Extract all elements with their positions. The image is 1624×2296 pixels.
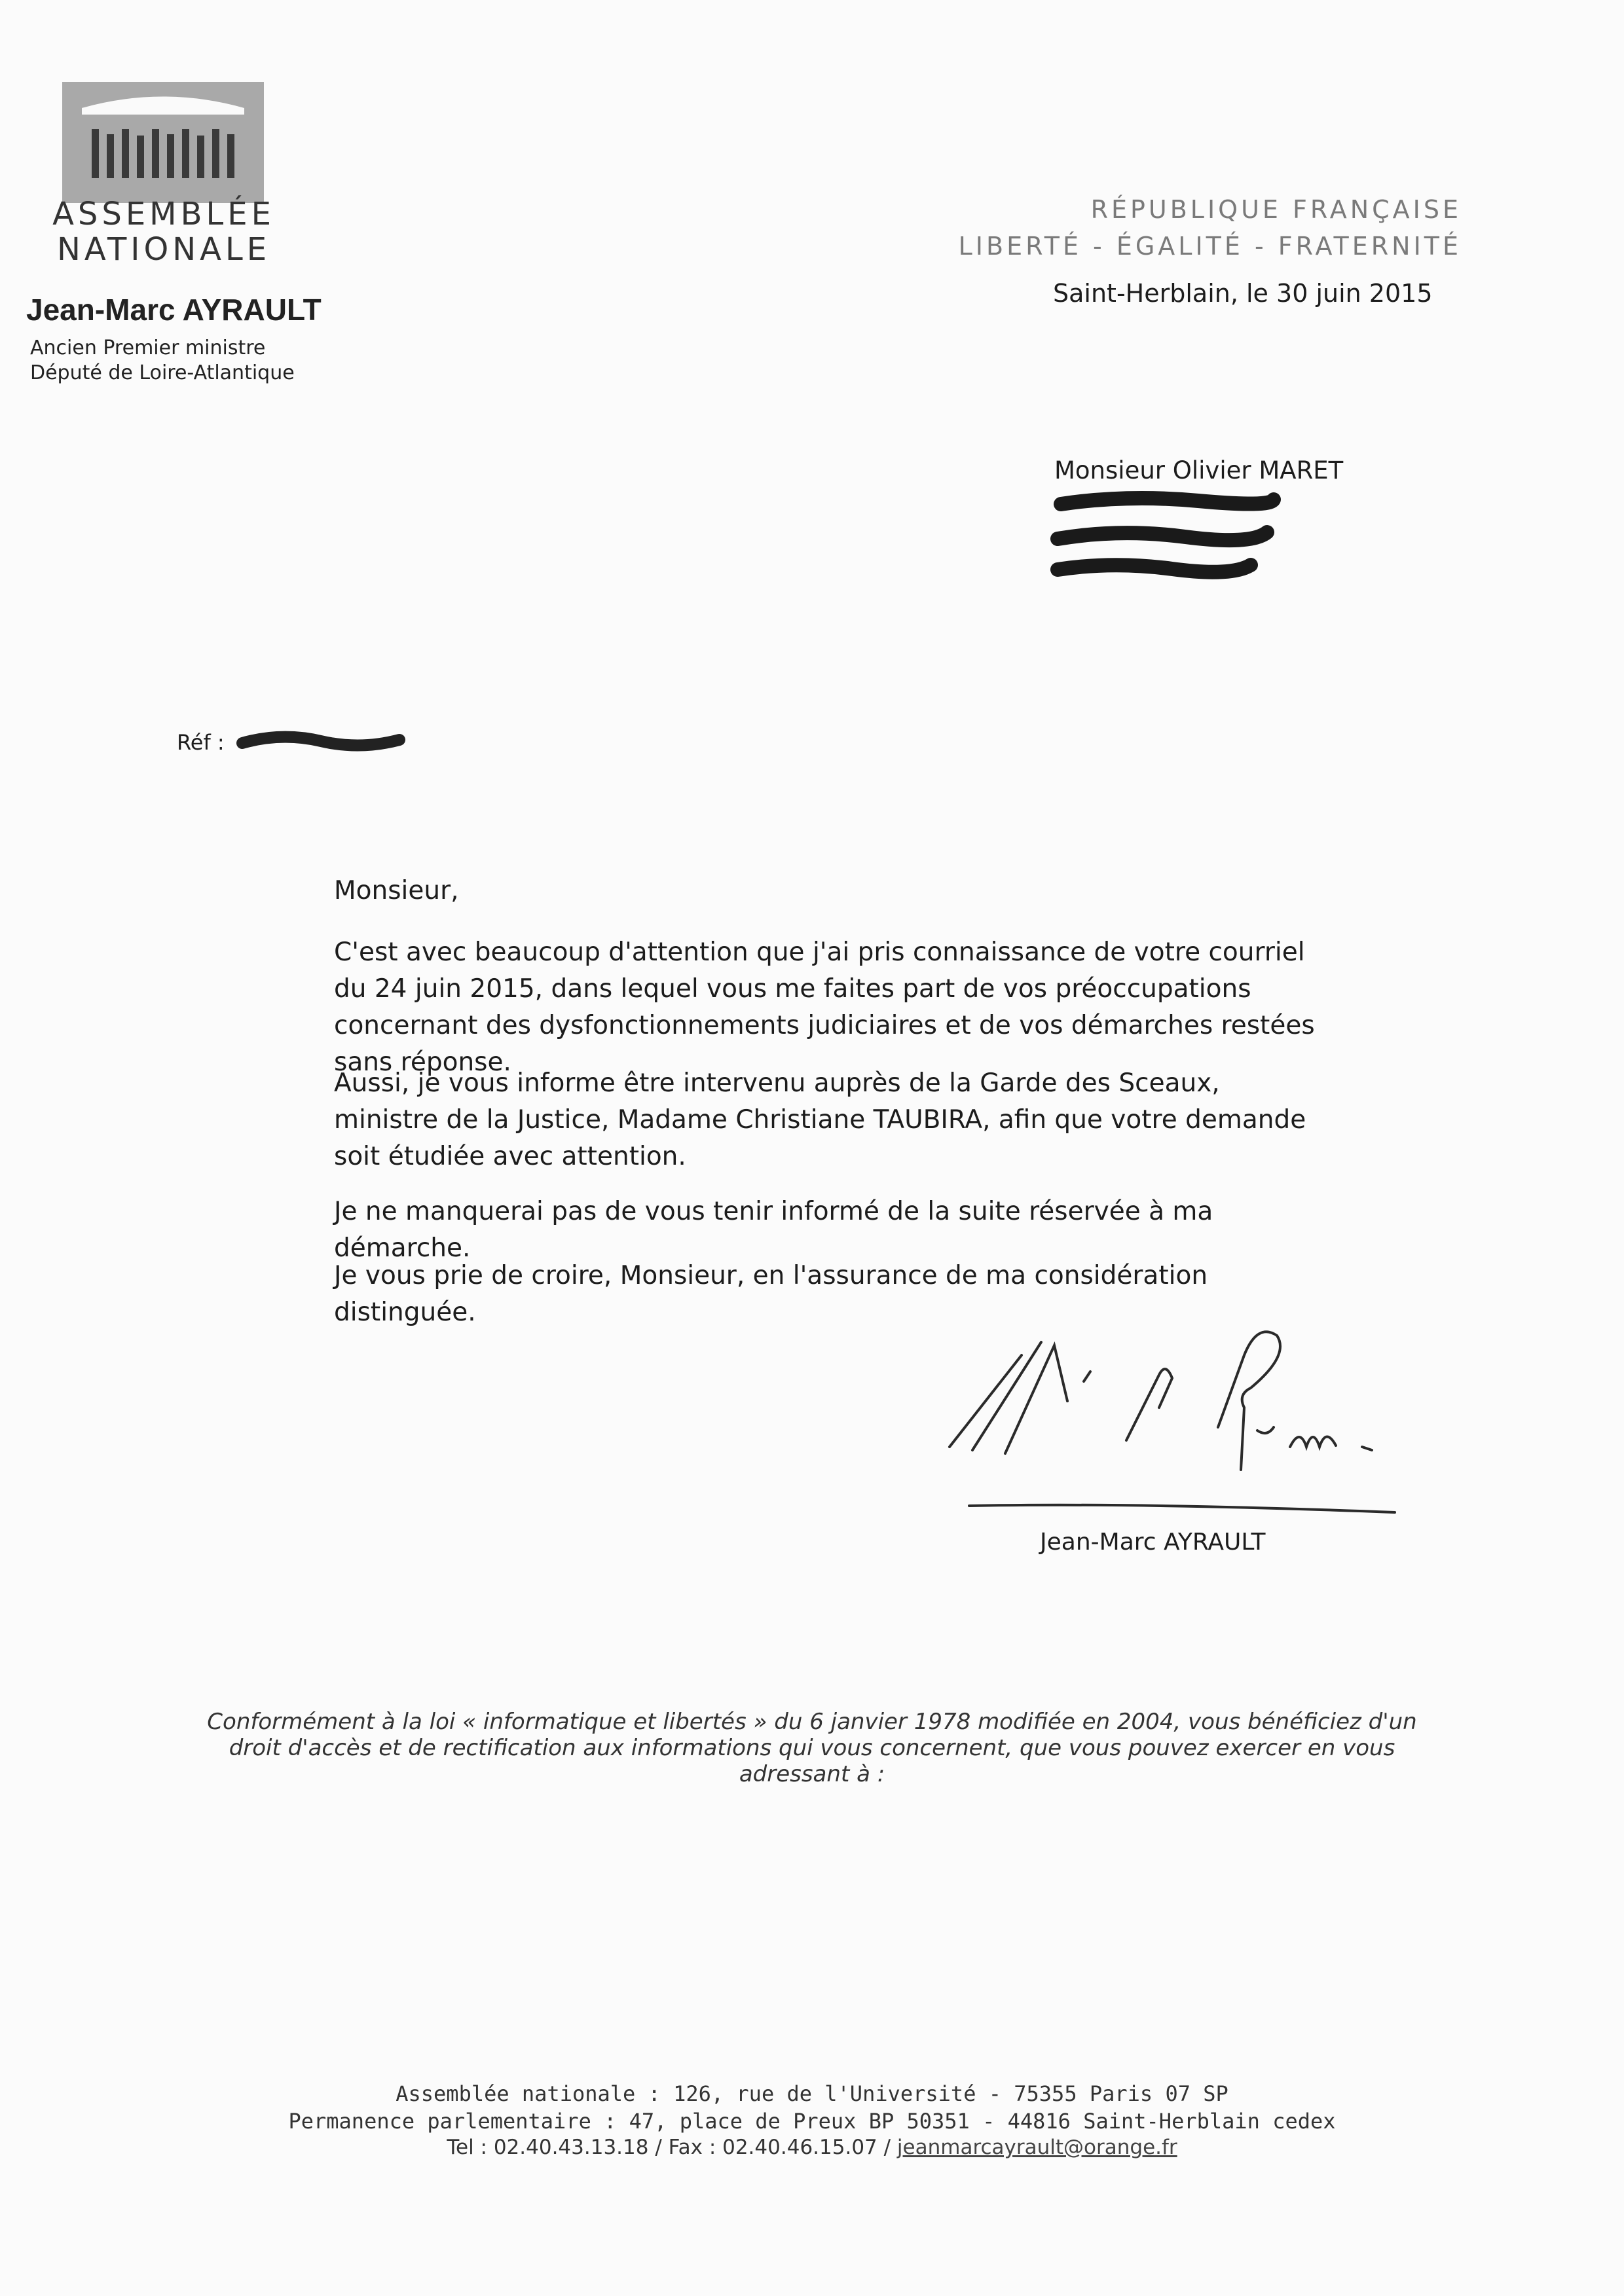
logo-line-2: NATIONALE — [56, 231, 271, 268]
paragraph-4: Je vous prie de croire, Monsieur, en l'assurance de ma considération distinguée. — [334, 1261, 1208, 1327]
republic-line-1: RÉPUBLIQUE FRANÇAISE — [1090, 195, 1462, 224]
paragraph-2: Aussi, je vous informe être intervenu auprès de la Garde des Sceaux, ministre de la Justice, Madame Christiane TAUBIRA, afin que votre demande soit étudiée avec attention. — [334, 1068, 1306, 1171]
signer-name: Jean-Marc AYRAULT — [1040, 1529, 1266, 1556]
paragraph-1: C'est avec beaucoup d'attention que j'ai pris connaissance de votre courriel du 24 juin 2015, dans lequel vous me faites part de vos préoccupations concernant des dysfonctionnements judiciaires et de vos démarches restées sans réponse. — [334, 938, 1315, 1077]
footer-address-1: Assemblée nationale : 126, rue de l'Université - 75355 Paris 07 SP — [396, 2081, 1228, 2106]
place-date: Saint-Herblain, le 30 juin 2015 — [1053, 279, 1433, 308]
hemicycle-icon — [62, 82, 264, 203]
phone-fax: Tel : 02.40.43.13.18 / Fax : 02.40.46.15.07 / — [447, 2136, 897, 2159]
assemblee-logo — [62, 82, 264, 203]
reference-label: Réf : — [177, 730, 225, 755]
email-link[interactable]: jeanmarcayrault@orange.fr — [896, 2136, 1177, 2159]
redacted-address — [1048, 488, 1283, 586]
sender-role-1: Ancien Premier ministre — [30, 337, 266, 359]
republic-header — [959, 191, 1462, 264]
sender-role-2: Député de Loire-Atlantique — [30, 361, 295, 384]
redacted-reference — [236, 727, 406, 759]
recipient-name: Monsieur Olivier MARET — [1054, 456, 1344, 484]
footer-contact — [196, 2136, 1428, 2159]
sender-name: Jean-Marc AYRAULT — [26, 293, 322, 327]
footer-address-2: Permanence parlementaire : 47, place de Preux BP 50351 - 44816 Saint-Herblain cedex — [288, 2109, 1336, 2134]
salutation: Monsieur, — [334, 876, 459, 905]
handwritten-signature — [943, 1316, 1414, 1519]
republic-line-2: LIBERTÉ - ÉGALITÉ - FRATERNITÉ — [958, 232, 1462, 261]
privacy-notice: Conformément à la loi « informatique et libertés » du 6 janvier 1978 modifiée en 2004, vous bénéficiez d'un droit d'accès et de rectification aux informations qui vous concernent, que vous pouvez exercer en vous adressant à : — [207, 1709, 1417, 1787]
paragraph-3: Je ne manquerai pas de vous tenir informé de la suite réservée à ma démarche. — [334, 1197, 1213, 1263]
logo-line-1: ASSEMBLÉE — [52, 196, 275, 232]
assemblee-wordmark — [39, 196, 288, 267]
